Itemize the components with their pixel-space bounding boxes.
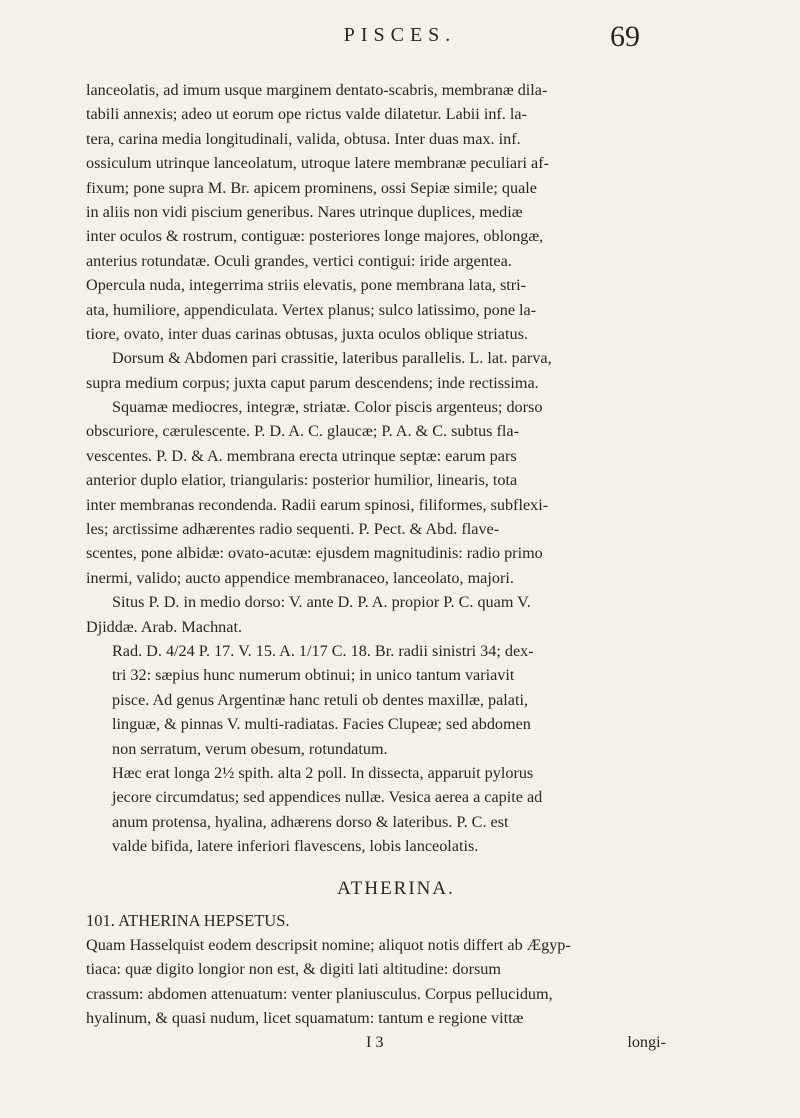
text-line: valde bifida, latere inferiori flavescens, lobis lanceolatis. [112,837,479,856]
text-line: tera, carina media longitudinali, valida, obtusa. Inter duas max. inf. [86,129,521,148]
page-footer [86,1030,706,1054]
catchword: longi- [627,1033,666,1052]
text-line: Hæc erat longa 2½ spith. alta 2 poll. In dissecta, apparuit pylorus [112,763,534,782]
text-line: inermi, valido; aucto appendice membranaceo, lanceolato, majori. [86,568,514,587]
text-line: hyalinum, & quasi nudum, licet squamatum: tantum e regione vittæ [86,1009,524,1028]
text-line: tiore, ovato, inter duas carinas obtusas, juxta oculos oblique striatus. [86,324,528,343]
text-block-argentina [86,78,706,859]
text-line: ata, humiliore, appendiculata. Vertex planus; sulco latissimo, pone la- [86,300,537,319]
text-line: vescentes. P. D. & A. membrana erecta utrinque septæ: earum pars [86,446,517,465]
text-line: jecore circumdatus; sed appendices nullæ. Vesica aerea a capite ad [112,788,543,807]
text-line: tabili annexis; adeo ut eorum ope rictus valde dilatetur. Labii inf. la- [86,105,527,124]
section-title: ATHERINA. [337,877,455,899]
text-line: Djiddæ. Arab. Machnat. [86,617,243,636]
text-block-atherina [86,909,706,1031]
text-line: Dorsum & Abdomen pari crassitie, lateribus parallelis. L. lat. parva, [112,349,552,368]
text-line: scentes, pone albidæ: ovato-acutæ: ejusdem magnitudinis: radio primo [86,544,543,563]
text-line: fixum; pone supra M. Br. apicem prominens, ossi Sepiæ simile; quale [86,178,537,197]
text-line: anterius rotundatæ. Oculi grandes, vertici contigui: iride argentea. [86,251,512,270]
text-line: tiaca: quæ digito longior non est, & digiti lati altitudine: dorsum [86,960,501,979]
body-text [86,78,706,1054]
text-line: linguæ, & pinnas V. multi-radiatas. Facies Clupeæ; sed abdomen [112,715,531,734]
text-line: in aliis non vidi piscium generibus. Nares utrinque duplices, mediæ [86,202,523,221]
text-line: non serratum, verum obesum, rotundatum. [112,739,388,758]
text-line: obscuriore, cærulescente. P. D. A. C. glaucæ; P. A. & C. subtus fla- [86,422,519,441]
text-line: les; arctissime adhærentes radio sequenti. P. Pect. & Abd. flave- [86,520,500,539]
text-line: anterior duplo elatior, triangularis: posterior humilior, linearis, tota [86,471,518,490]
text-line: pisce. Ad genus Argentinæ hanc retuli ob dentes maxillæ, palati, [112,690,529,709]
text-line: Quam Hasselquist eodem descripsit nomine; aliquot notis differt ab Ægyp- [86,935,571,954]
text-line: tri 32: sæpius hunc numerum obtinui; in unico tantum variavit [112,666,515,685]
text-line: Situs P. D. in medio dorso: V. ante D. P. A. propior P. C. quam V. [112,593,531,612]
running-title: PISCES. [343,24,457,46]
text-line: crassum: abdomen attenuatum: venter planiusculus. Corpus pellucidum, [86,984,553,1003]
text-line: anum protensa, hyalina, adhærens dorso & lateribus. P. C. est [112,812,509,831]
text-line: Rad. D. 4/24 P. 17. V. 15. A. 1/17 C. 18. Br. radii sinistri 34; dex- [112,641,534,660]
page-number: 69 [610,20,640,53]
text-line: supra medium corpus; juxta caput parum descendens; inde rectissima. [86,373,539,392]
text-line: inter membranas recondenda. Radii earum spinosi, filiformes, subflexi- [86,495,549,514]
text-line: inter oculos & rostrum, contiguæ: posteriores longe majores, oblongæ, [86,227,544,246]
text-line: lanceolatis, ad imum usque marginem dentato-scabris, membranæ dila- [86,81,548,99]
text-line: 101. ATHERINA HEPSETUS. [86,910,290,930]
page-header [0,20,800,70]
signature-mark: I 3 [366,1033,384,1052]
text-line: Opercula nuda, integerrima striis elevatis, pone membrana lata, stri- [86,276,527,295]
text-line: Squamæ mediocres, integræ, striatæ. Color piscis argenteus; dorso [112,398,543,417]
text-line: ossiculum utrinque lanceolatum, utroque latere membranæ peculiari af- [86,154,549,173]
